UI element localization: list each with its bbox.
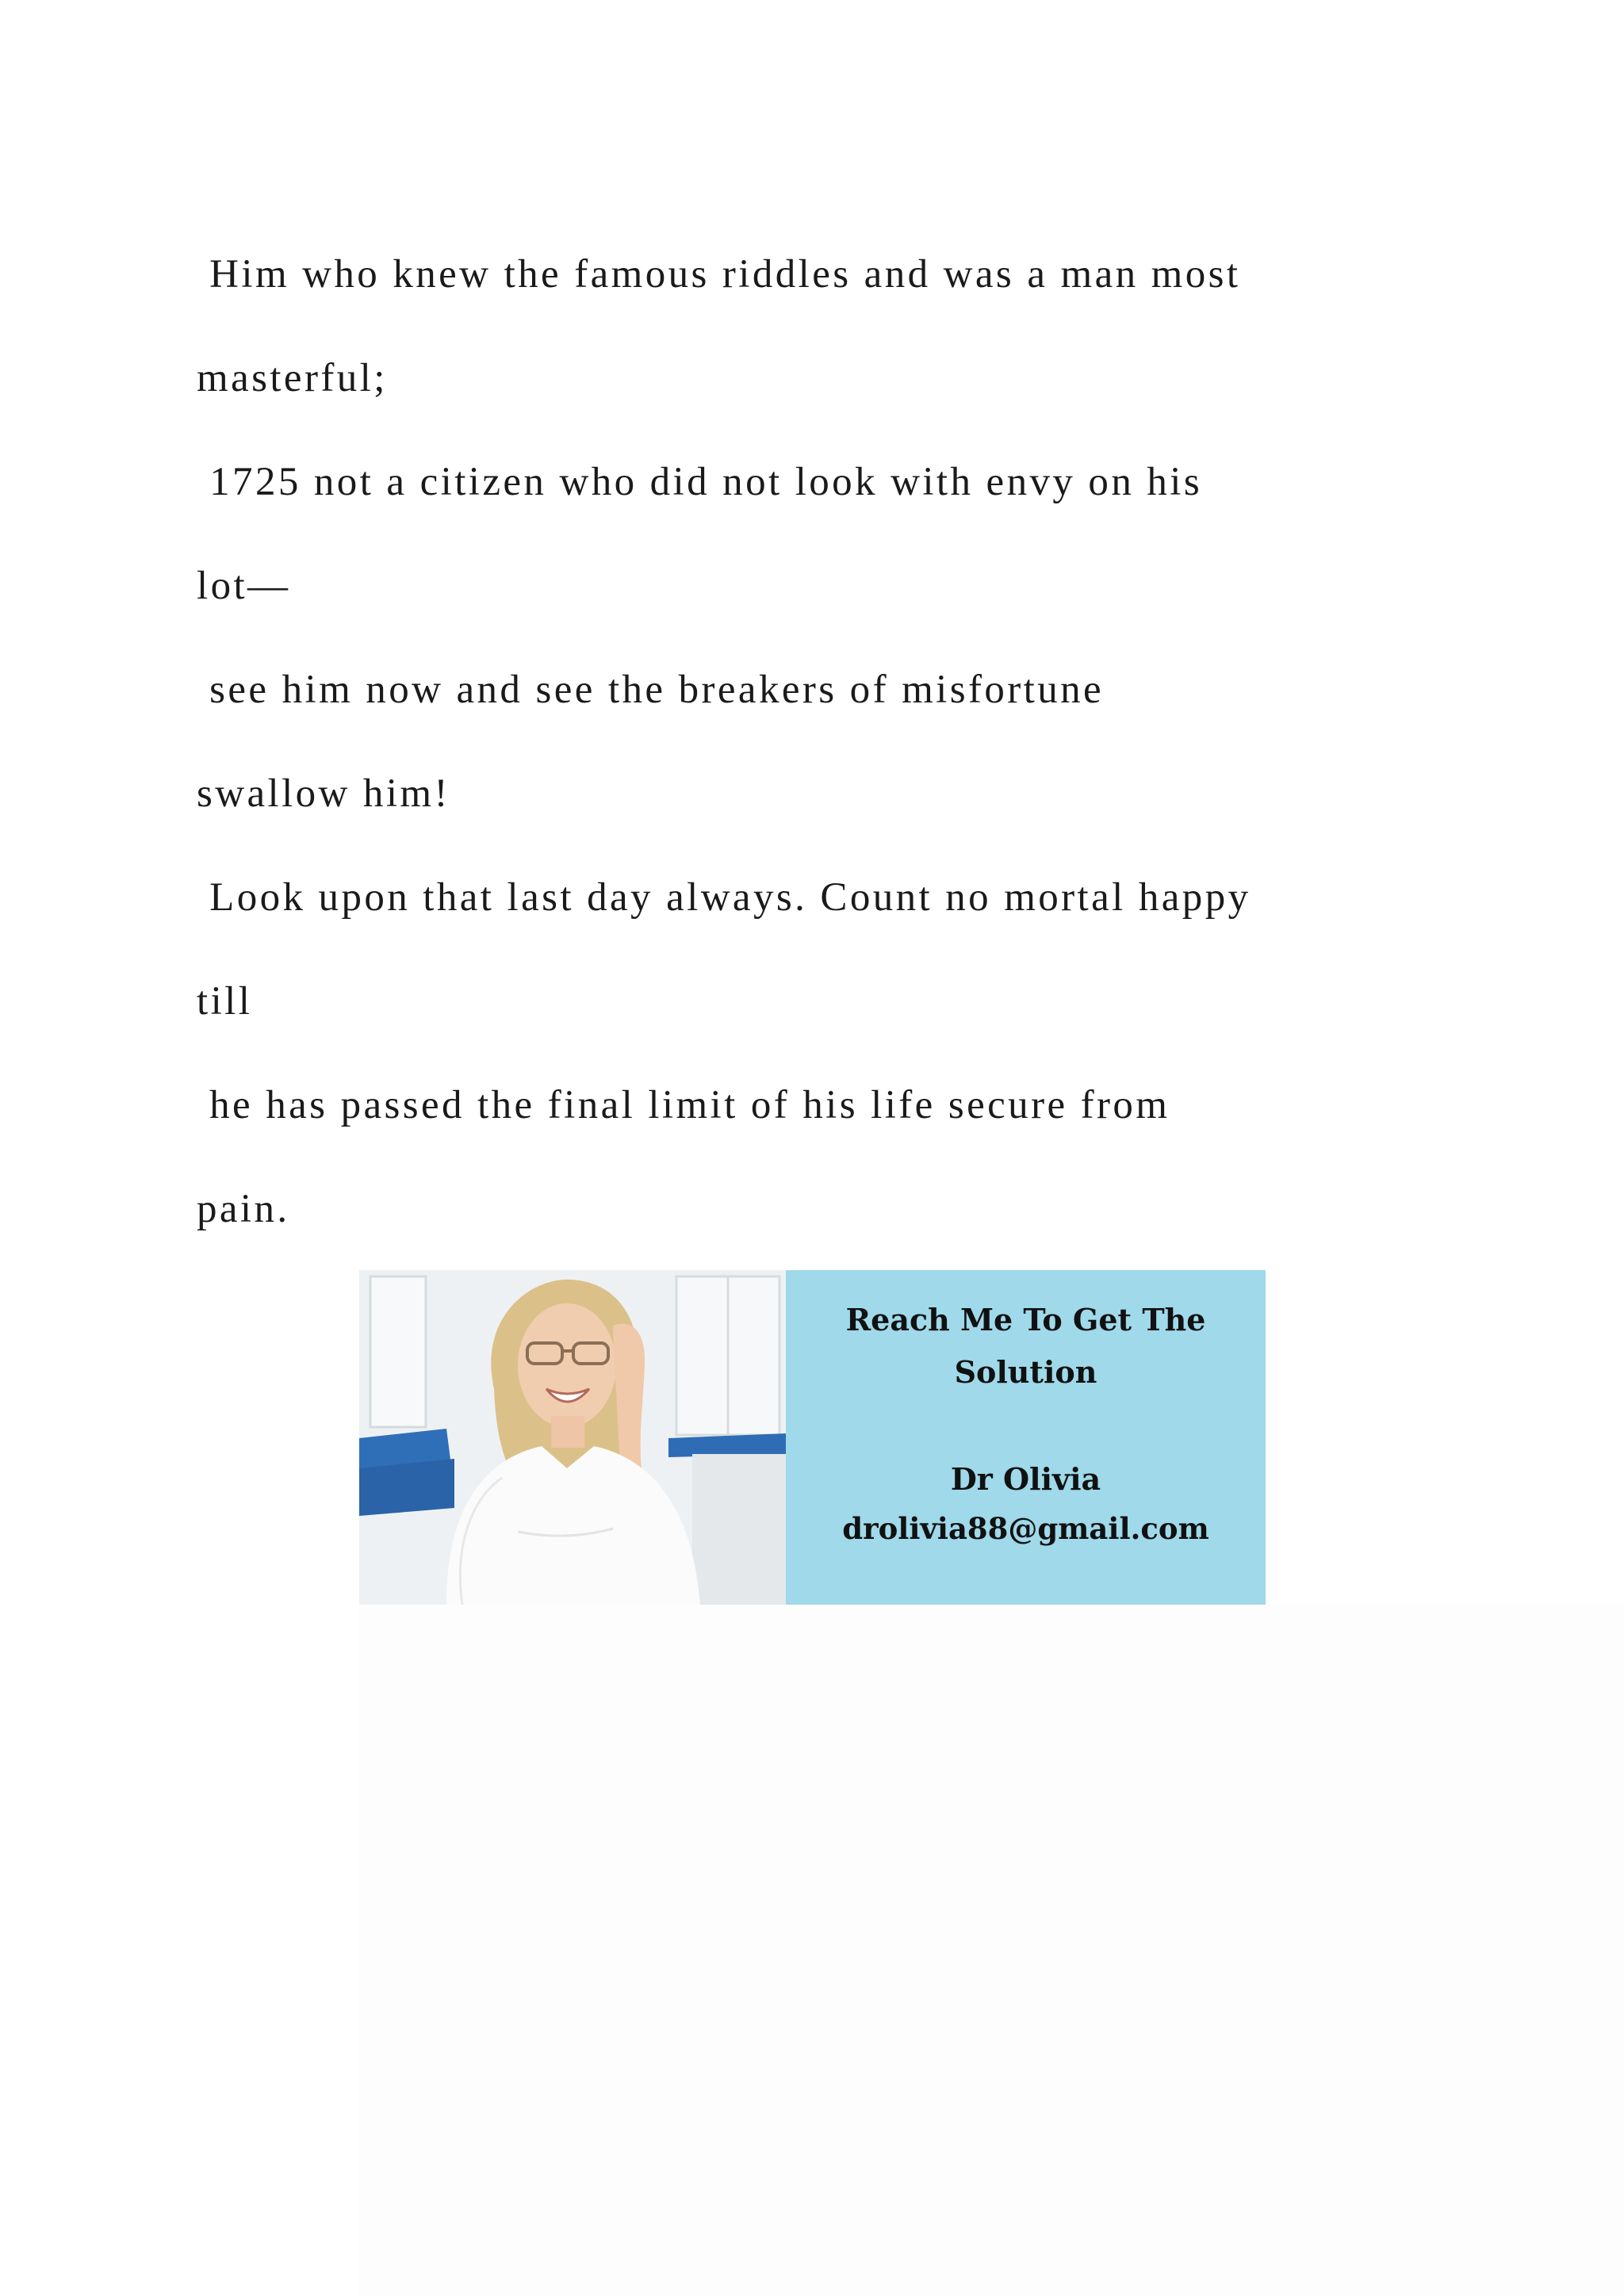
- text-line: masterful;: [197, 356, 388, 400]
- text-line: Look upon that last day always. Count no mortal happy: [197, 875, 1251, 920]
- page-background-tint: [359, 1605, 1624, 2296]
- text-line: swallow him!: [197, 771, 450, 816]
- contact-email: drolivia88@gmail.com: [842, 1511, 1209, 1546]
- heading-line: Solution: [954, 1354, 1097, 1390]
- poem-text: [197, 235, 1545, 1273]
- contact-panel: [786, 1270, 1266, 1605]
- text-line: see him now and see the breakers of misfortune: [197, 668, 1105, 712]
- contact-heading: [786, 1294, 1266, 1399]
- text-line: till: [197, 979, 253, 1024]
- contact-banner: [359, 1270, 1266, 1605]
- text-line: pain.: [197, 1187, 290, 1231]
- text-line: 1725 not a citizen who did not look with envy on his: [197, 460, 1203, 504]
- text-line: lot—: [197, 564, 291, 608]
- woman-with-glasses-photo-icon: [359, 1270, 786, 1605]
- text-line: he has passed the final limit of his life secure from: [197, 1083, 1170, 1127]
- heading-line: Reach Me To Get The: [845, 1302, 1206, 1337]
- text-line: Him who knew the famous riddles and was a man most: [197, 252, 1241, 297]
- contact-name: Dr Olivia: [950, 1461, 1101, 1497]
